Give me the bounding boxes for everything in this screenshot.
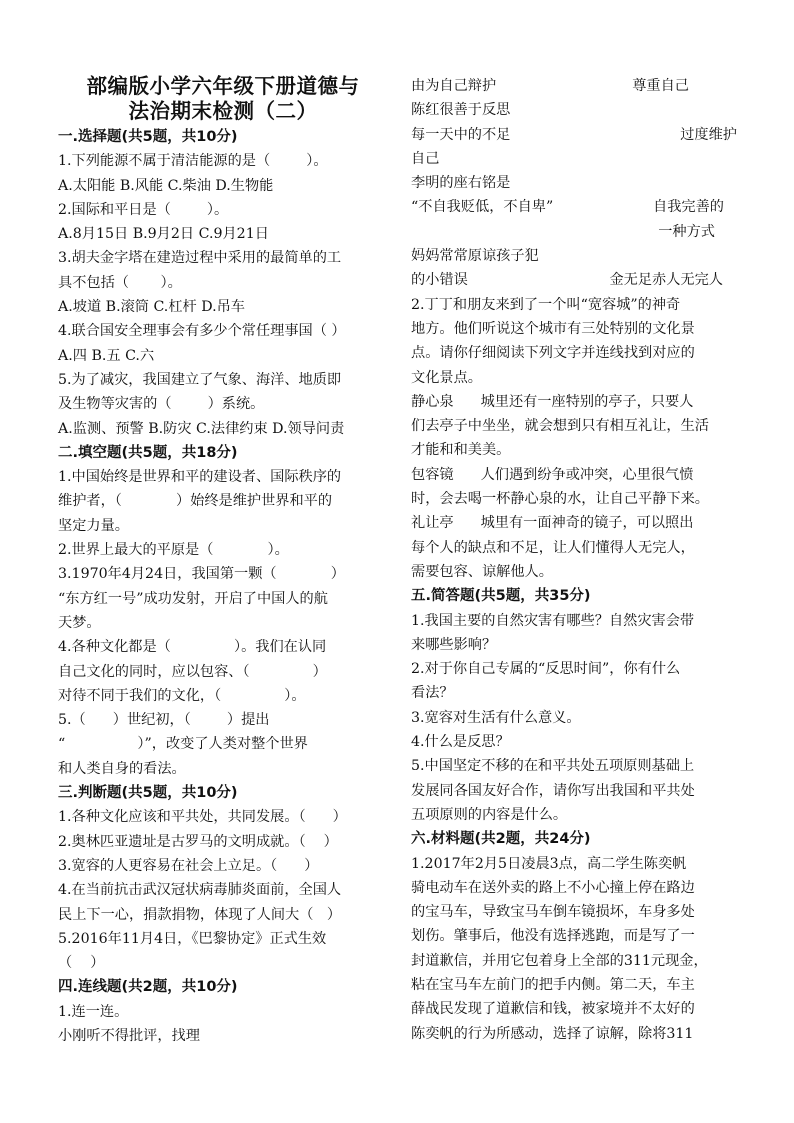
text-line: 2.对于你自己专属的“反思时间”，你有什么 bbox=[411, 661, 681, 678]
matching-left-item: 的小错误 bbox=[411, 272, 468, 289]
text-line: 李明的座右铭是 bbox=[411, 175, 511, 192]
section-heading: 四.连线题(共2题，共10分) bbox=[58, 979, 238, 996]
text-line: A.坡道 B.滚筒 C.杠杆 D.吊车 bbox=[58, 299, 245, 316]
text-line: 每个人的缺点和不足，让人们懂得人无完人， bbox=[411, 539, 695, 556]
text-line: 地方。他们听说这个城市有三处特别的文化景 bbox=[411, 320, 695, 337]
text-line: 2.世界上最大的平原是（ ）。 bbox=[58, 542, 289, 559]
text-line: 封道歉信，并用它包着身上全部的311元现金， bbox=[411, 952, 708, 969]
text-line: 及生物等灾害的（ ）系统。 bbox=[58, 396, 265, 413]
text-line: 3.宽容的人更容易在社会上立足。（ ） bbox=[58, 857, 319, 874]
text-line: 静心泉 城里还有一座特别的亭子，只要人 bbox=[411, 393, 694, 410]
text-line: 妈妈常常原谅孩子犯 bbox=[411, 248, 539, 265]
text-line: 们去亭子中坐坐，就会想到只有相互礼让，生活 bbox=[411, 418, 709, 435]
text-line: 3.胡夫金字塔在建造过程中采用的最简单的工 bbox=[58, 250, 342, 267]
matching-row bbox=[411, 268, 749, 292]
text-line: 发展同各国友好合作，请你写出我国和平共处 bbox=[411, 782, 695, 799]
text-line: 坚定力量。 bbox=[58, 517, 129, 534]
text-line: 3.宽容对生活有什么意义。 bbox=[411, 709, 581, 726]
matching-row bbox=[411, 74, 749, 98]
section-heading: 一.选择题(共5题，共10分) bbox=[58, 129, 238, 145]
text-line: 文化景点。 bbox=[411, 369, 482, 386]
text-line: （ ） bbox=[58, 955, 105, 972]
title-line-1: 部编版小学六年级下册道德与 bbox=[86, 74, 360, 98]
text-line: 1.2017年2月5日凌晨3点，高二学生陈奕帆 bbox=[411, 855, 687, 872]
text-line: 1.连一连。 bbox=[58, 1003, 129, 1020]
right-column bbox=[411, 74, 749, 1046]
text-line: 1.中国始终是世界和平的建设者、国际秩序的 bbox=[58, 469, 342, 486]
text-line: 薛战民发现了道歉信和钱，被家境并不太好的 bbox=[411, 1001, 695, 1018]
text-line: “ ）”，改变了人类对整个世界 bbox=[58, 736, 308, 753]
text-line: 5.2016年11月4日，《巴黎协定》正式生效 bbox=[58, 930, 327, 947]
text-line: 礼让亭 城里有一面神奇的镜子，可以照出 bbox=[411, 515, 694, 532]
text-line: 2.丁丁和朋友来到了一个叫“宽容城”的神奇 bbox=[411, 296, 681, 313]
text-line: 自己 bbox=[411, 150, 440, 167]
text-line: 1.各种文化应该和平共处，共同发展。（ ） bbox=[58, 809, 347, 826]
right-column-body bbox=[411, 74, 749, 1046]
title-line-2: 法治期末检测（二） bbox=[128, 99, 318, 123]
text-line: 陈红很善于反思 bbox=[411, 102, 511, 119]
section-heading: 三.判断题(共5题，共10分) bbox=[58, 785, 238, 802]
left-column bbox=[58, 74, 388, 1048]
text-line: 4.联合国安全理事会有多少个常任理事国（ ） bbox=[58, 323, 346, 340]
left-column-body bbox=[58, 125, 388, 1048]
text-line: 陈奕帆的行为所感动，选择了谅解，除将311 bbox=[411, 1025, 694, 1042]
text-line: 划伤。肇事后，他没有选择逃跑，而是写了一 bbox=[411, 928, 695, 945]
text-line: A.监测、预警 B.防灾 C.法律约束 D.领导问责 bbox=[58, 420, 345, 437]
text-line: A.太阳能 B.风能 C.柴油 D.生物能 bbox=[58, 177, 274, 194]
text-line: 的宝马车，导致宝马车倒车镜损坏，车身多处 bbox=[411, 904, 695, 921]
matching-right-item: 过度维护 bbox=[680, 126, 737, 143]
page-title bbox=[58, 74, 388, 124]
section-heading: 六.材料题(共2题，共24分) bbox=[411, 831, 591, 848]
text-line: 和人类自身的看法。 bbox=[58, 760, 186, 777]
text-line: 维护者，（ ）始终是维护世界和平的 bbox=[58, 493, 333, 510]
text-line: 看法？ bbox=[411, 685, 454, 702]
text-line: 5.中国坚定不移的在和平共处五项原则基础上 bbox=[411, 758, 695, 775]
text-line: 5.（ ）世纪初，（ ）提出 bbox=[58, 712, 270, 729]
text-line: 点。请你仔细阅读下列文字并连线找到对应的 bbox=[411, 345, 695, 362]
text-line: 骑电动车在送外卖的路上不小心撞上停在路边 bbox=[411, 879, 695, 896]
matching-left-item: 每一天中的不足 bbox=[411, 126, 511, 143]
matching-row bbox=[411, 195, 749, 219]
matching-right-item: 尊重自己 bbox=[632, 78, 689, 94]
text-line: 2.国际和平日是（ ）。 bbox=[58, 201, 229, 218]
matching-right-item: 金无足赤人无完人 bbox=[609, 272, 723, 289]
text-line: 包容镜 人们遇到纷争或冲突，心里很气愤 bbox=[411, 466, 694, 483]
text-line: 天梦。 bbox=[58, 614, 101, 631]
text-line: 自己文化的同时，应以包容、（ ） bbox=[58, 663, 327, 680]
text-line: 时，会去喝一杯静心泉的水，让自己平静下来。 bbox=[411, 491, 709, 508]
matching-right-item: 一种方式 bbox=[658, 223, 715, 240]
text-line: “东方红一号”成功发射，开启了中国人的航 bbox=[58, 590, 328, 607]
matching-row bbox=[411, 220, 749, 244]
text-line: 五项原则的内容是什么。 bbox=[411, 806, 568, 823]
text-line: 4.在当前抗击武汉冠状病毒肺炎面前，全国人 bbox=[58, 882, 342, 899]
matching-right-item: 自我完善的 bbox=[653, 199, 724, 216]
section-heading: 二.填空题(共5题，共18分) bbox=[58, 444, 238, 461]
section-heading: 五.简答题(共5题，共35分) bbox=[411, 588, 591, 605]
text-line: 粘在宝马车左前门的把手内侧。第二天，车主 bbox=[411, 976, 695, 993]
text-line: 需要包容、谅解他人。 bbox=[411, 563, 553, 580]
matching-left-item: 由为自己辩护 bbox=[411, 78, 497, 94]
text-line: 5.为了减灾，我国建立了气象、海洋、地质即 bbox=[58, 371, 342, 388]
text-line: 来哪些影响？ bbox=[411, 636, 497, 653]
matching-left-item: “不自我贬低，不自卑” bbox=[411, 199, 554, 216]
text-line: A.四 B.五 C.六 bbox=[58, 347, 155, 364]
text-line: 小刚听不得批评，找理 bbox=[58, 1027, 200, 1044]
text-line: 民上下一心，捐款捐物，体现了人间大（ ） bbox=[58, 906, 342, 923]
text-line: 4.什么是反思？ bbox=[411, 734, 510, 751]
text-line: 3.1970年4月24日，我国第一颗（ ） bbox=[58, 566, 345, 583]
text-line: 4.各种文化都是（ ）。我们在认同 bbox=[58, 639, 327, 656]
matching-row bbox=[411, 123, 749, 147]
text-line: 1.下列能源不属于清洁能源的是（ ）。 bbox=[58, 153, 328, 170]
text-line: 1.我国主要的自然灾害有哪些？自然灾害会带 bbox=[411, 612, 695, 629]
text-line: 2.奥林匹亚遗址是古罗马的文明成就。（ ） bbox=[58, 833, 338, 850]
text-line: 才能和和美美。 bbox=[411, 442, 511, 459]
text-line: 对待不同于我们的文化，（ ）。 bbox=[58, 687, 306, 704]
text-line: 具不包括（ ）。 bbox=[58, 274, 182, 291]
text-line: A.8月15日 B.9月2日 C.9月21日 bbox=[58, 226, 269, 243]
